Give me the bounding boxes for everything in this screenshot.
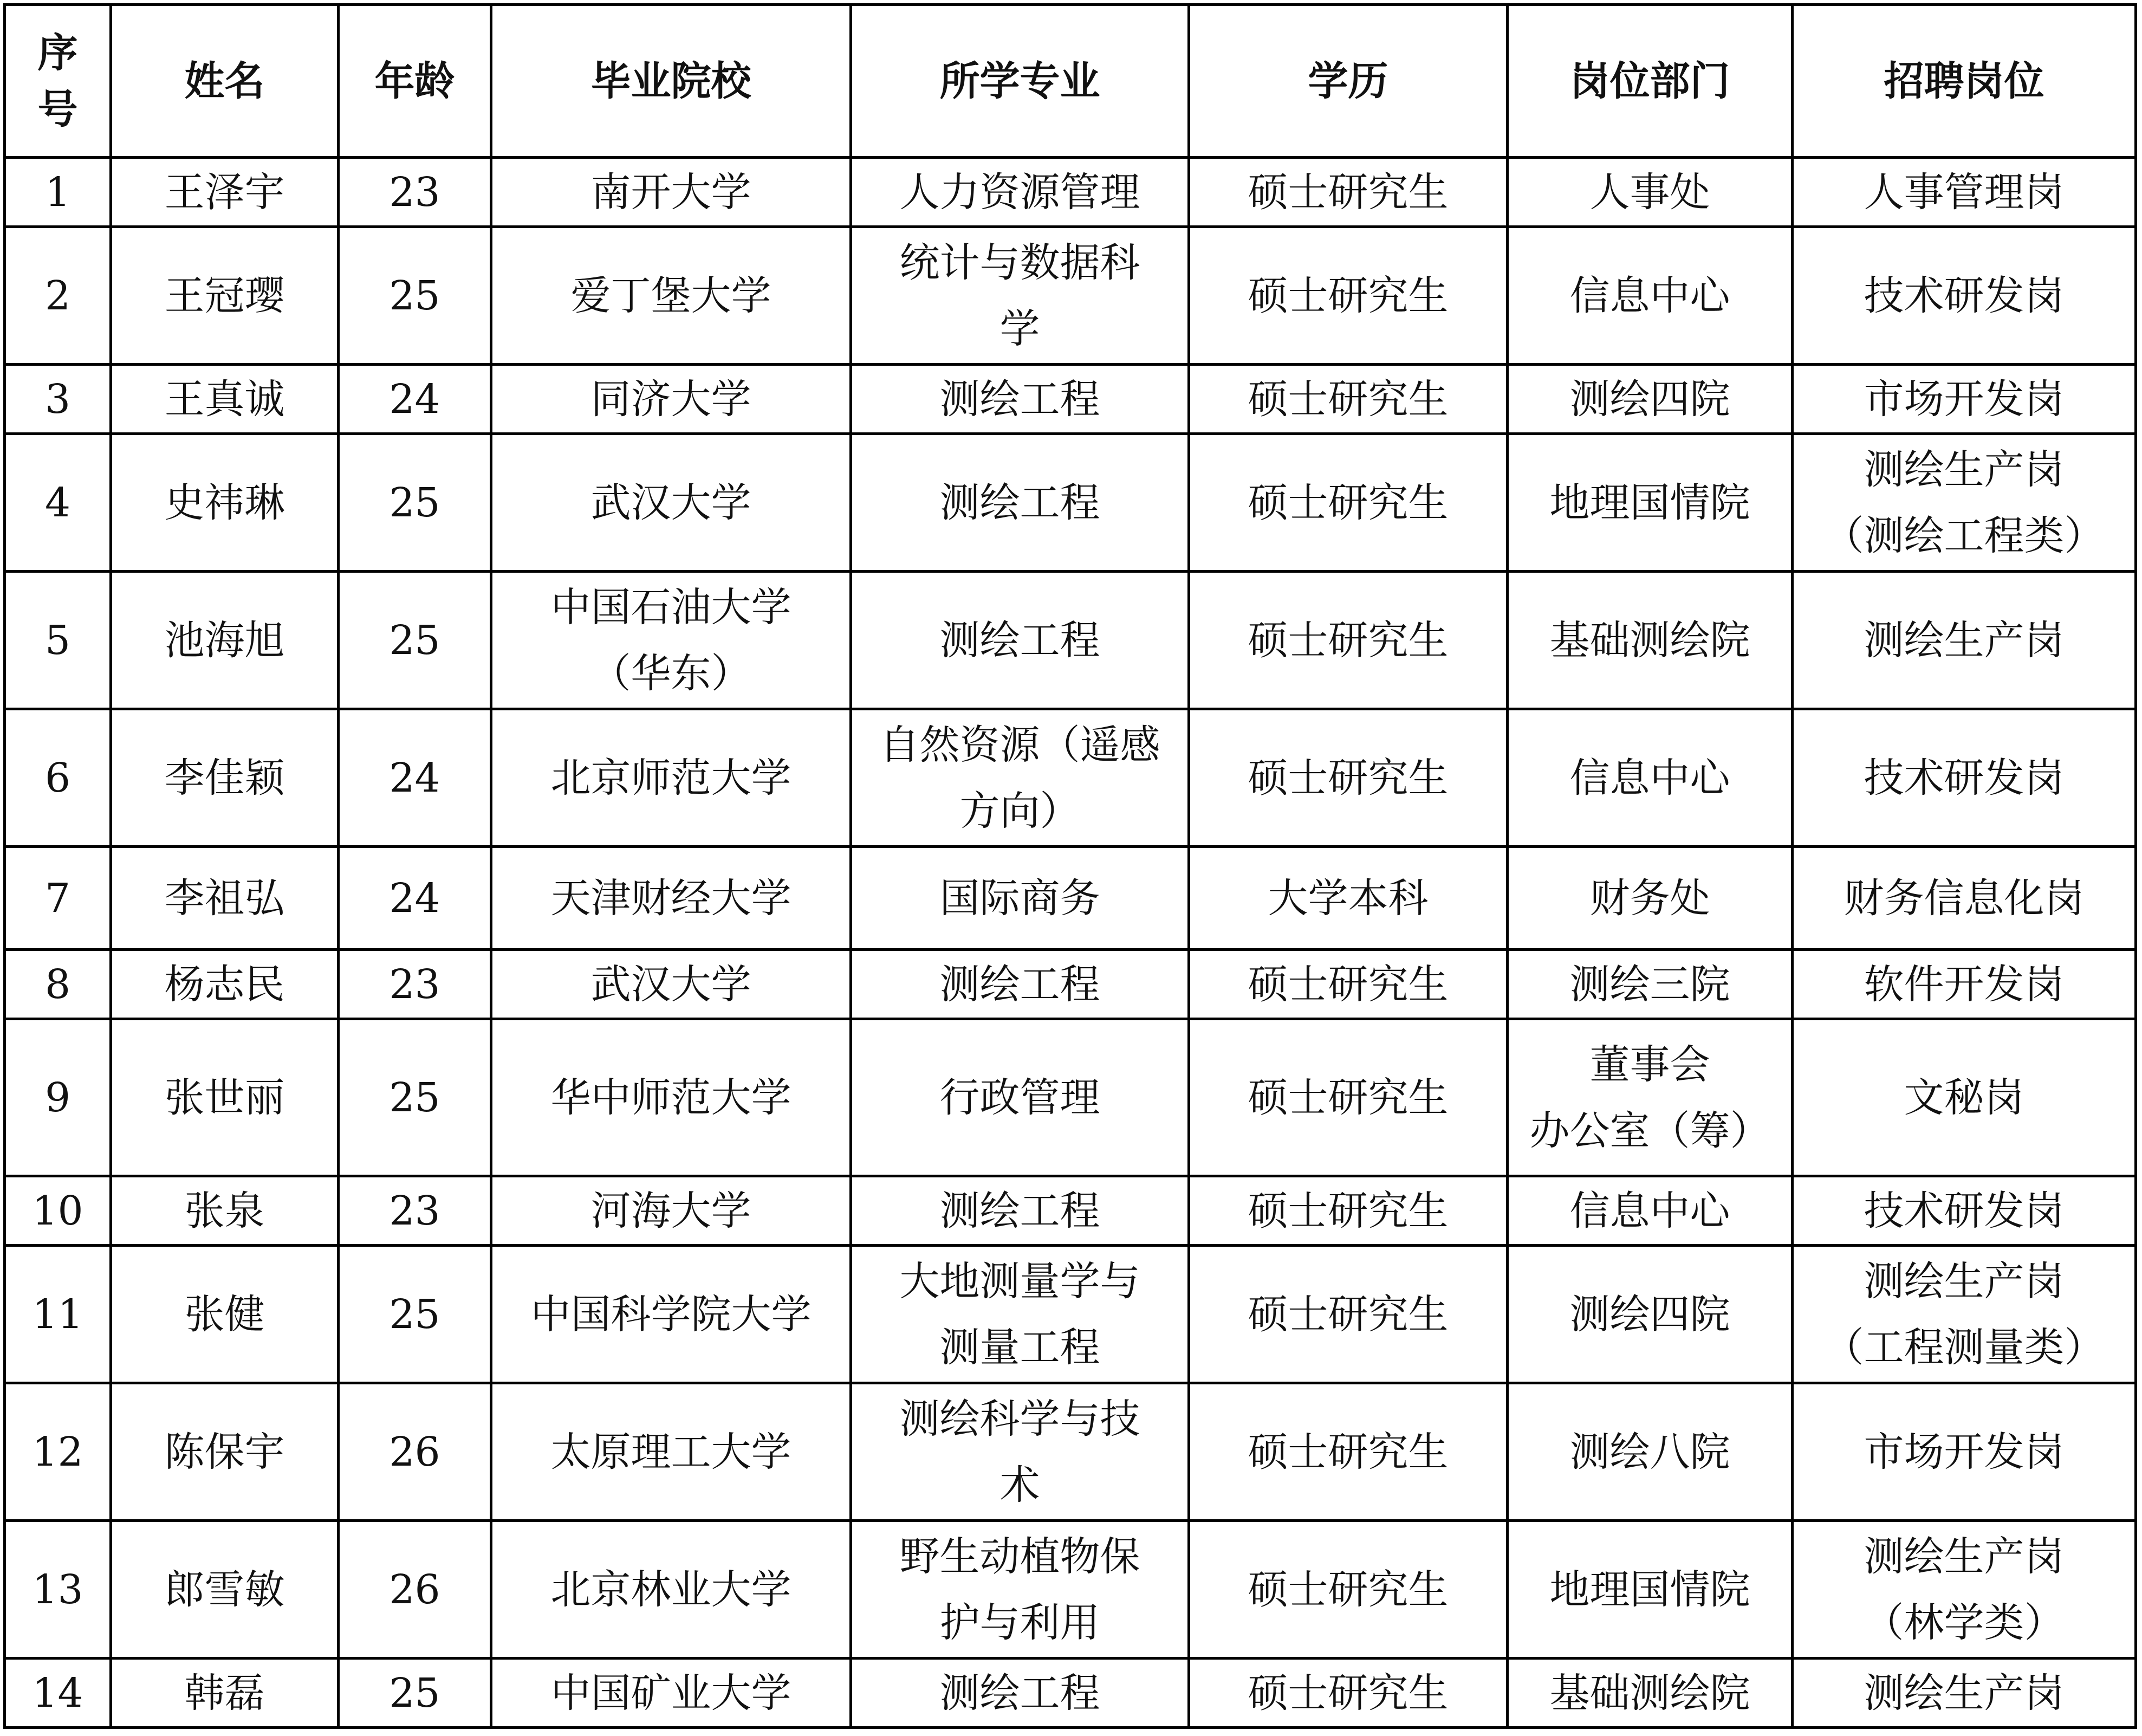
cell-text-line: 术 bbox=[999, 1461, 1040, 1508]
cell-text-line: 6 bbox=[44, 754, 71, 801]
recruitment-table bbox=[3, 3, 2137, 1729]
cell-position bbox=[1793, 1019, 2136, 1176]
cell-text-line: 财务信息化岗 bbox=[1844, 875, 2085, 922]
cell-degree bbox=[1189, 950, 1508, 1019]
cell-text-line: 信息中心 bbox=[1569, 754, 1730, 801]
cell-name bbox=[111, 1246, 339, 1383]
cell-text-line: 学 bbox=[999, 305, 1040, 352]
table-row bbox=[5, 1176, 2136, 1246]
table-row bbox=[5, 227, 2136, 365]
cell-name bbox=[111, 572, 339, 709]
cell-degree bbox=[1189, 1659, 1508, 1728]
cell-index bbox=[5, 365, 111, 434]
cell-text-line: 硕士研究生 bbox=[1248, 1074, 1449, 1121]
cell-text-line: 测绘生产岗 bbox=[1864, 1258, 2065, 1305]
cell-text-line: 史祎琳 bbox=[164, 479, 285, 526]
cell-name bbox=[111, 1659, 339, 1728]
cell-text-line: 24 bbox=[389, 875, 440, 922]
column-header-age bbox=[339, 5, 491, 158]
cell-school bbox=[491, 1019, 851, 1176]
cell-text-line: 12 bbox=[32, 1428, 83, 1475]
cell-name bbox=[111, 158, 339, 227]
cell-text-line: 测量工程 bbox=[939, 1324, 1100, 1371]
cell-text-line: 李佳颖 bbox=[164, 754, 285, 801]
column-header-name bbox=[111, 5, 339, 158]
cell-text-line: 测绘生产岗 bbox=[1864, 446, 2065, 493]
cell-text-line: 硕士研究生 bbox=[1248, 272, 1449, 319]
cell-name bbox=[111, 227, 339, 365]
cell-text-line: 自然资源（遥感 bbox=[879, 721, 1160, 768]
cell-text-line: 号 bbox=[37, 86, 78, 133]
table-row bbox=[5, 709, 2136, 847]
cell-department bbox=[1508, 1383, 1793, 1521]
table-row bbox=[5, 1659, 2136, 1728]
cell-major bbox=[851, 227, 1189, 365]
cell-text-line: 24 bbox=[389, 375, 440, 423]
table-row bbox=[5, 1246, 2136, 1383]
cell-text-line: 25 bbox=[389, 1669, 440, 1716]
cell-text-line: 张泉 bbox=[184, 1187, 265, 1234]
cell-text-line: 测绘生产岗 bbox=[1864, 1669, 2065, 1716]
cell-index bbox=[5, 950, 111, 1019]
cell-age bbox=[339, 158, 491, 227]
cell-school bbox=[491, 709, 851, 847]
cell-major bbox=[851, 950, 1189, 1019]
cell-text-line: 硕士研究生 bbox=[1248, 169, 1449, 216]
cell-major bbox=[851, 847, 1189, 950]
cell-index bbox=[5, 1383, 111, 1521]
cell-text-line: 技术研发岗 bbox=[1864, 754, 2065, 801]
cell-text-line: 河海大学 bbox=[590, 1187, 751, 1234]
cell-position bbox=[1793, 1383, 2136, 1521]
cell-text-line: 太原理工大学 bbox=[550, 1428, 791, 1475]
cell-degree bbox=[1189, 572, 1508, 709]
cell-text-line: 天津财经大学 bbox=[550, 875, 791, 922]
cell-name bbox=[111, 1383, 339, 1521]
cell-text-line: 测绘生产岗 bbox=[1864, 617, 2065, 664]
cell-text-line: 10 bbox=[32, 1187, 83, 1234]
cell-text-line: 硕士研究生 bbox=[1248, 1428, 1449, 1475]
cell-department bbox=[1508, 1246, 1793, 1383]
cell-text-line: 李祖弘 bbox=[164, 875, 285, 922]
cell-text-line: 测绘四院 bbox=[1569, 1291, 1730, 1338]
column-header-position bbox=[1793, 5, 2136, 158]
cell-school bbox=[491, 572, 851, 709]
cell-position bbox=[1793, 1659, 2136, 1728]
cell-department bbox=[1508, 227, 1793, 365]
cell-age bbox=[339, 950, 491, 1019]
table-row bbox=[5, 158, 2136, 227]
cell-text-line: （华东） bbox=[590, 650, 751, 697]
cell-text-line: 武汉大学 bbox=[590, 961, 751, 1008]
cell-index bbox=[5, 1176, 111, 1246]
cell-age bbox=[339, 709, 491, 847]
cell-text-line: 姓名 bbox=[184, 57, 265, 105]
cell-school bbox=[491, 950, 851, 1019]
cell-text-line: 测绘八院 bbox=[1569, 1428, 1730, 1475]
column-header-degree bbox=[1189, 5, 1508, 158]
cell-text-line: 方向） bbox=[959, 787, 1080, 834]
table-row bbox=[5, 1019, 2136, 1176]
cell-text-line: 文秘岗 bbox=[1904, 1074, 2024, 1121]
cell-text-line: 25 bbox=[389, 1074, 440, 1121]
cell-text-line: 信息中心 bbox=[1569, 272, 1730, 319]
cell-text-line: 硕士研究生 bbox=[1248, 1669, 1449, 1716]
cell-department bbox=[1508, 434, 1793, 572]
cell-degree bbox=[1189, 709, 1508, 847]
cell-text-line: 所学专业 bbox=[939, 57, 1100, 105]
cell-text-line: 7 bbox=[44, 875, 71, 922]
cell-text-line: 测绘工程 bbox=[939, 961, 1100, 1008]
cell-department bbox=[1508, 950, 1793, 1019]
cell-school bbox=[491, 365, 851, 434]
cell-name bbox=[111, 365, 339, 434]
cell-degree bbox=[1189, 847, 1508, 950]
cell-text-line: 序 bbox=[37, 29, 78, 76]
cell-major bbox=[851, 434, 1189, 572]
column-header-major bbox=[851, 5, 1189, 158]
cell-position bbox=[1793, 950, 2136, 1019]
table-header bbox=[5, 5, 2136, 158]
cell-name bbox=[111, 950, 339, 1019]
table-row bbox=[5, 1383, 2136, 1521]
cell-text-line: 14 bbox=[32, 1669, 83, 1716]
cell-index bbox=[5, 434, 111, 572]
cell-major bbox=[851, 365, 1189, 434]
column-header-department bbox=[1508, 5, 1793, 158]
cell-text-line: 硕士研究生 bbox=[1248, 479, 1449, 526]
cell-text-line: 学历 bbox=[1308, 57, 1388, 105]
cell-text-line: 测绘三院 bbox=[1569, 961, 1730, 1008]
cell-school bbox=[491, 1246, 851, 1383]
cell-position bbox=[1793, 1176, 2136, 1246]
cell-degree bbox=[1189, 227, 1508, 365]
cell-name bbox=[111, 847, 339, 950]
cell-text-line: 硕士研究生 bbox=[1248, 961, 1449, 1008]
cell-text-line: 毕业院校 bbox=[590, 57, 751, 105]
cell-text-line: 5 bbox=[44, 617, 71, 664]
table-row bbox=[5, 572, 2136, 709]
cell-text-line: 硕士研究生 bbox=[1248, 617, 1449, 664]
cell-age bbox=[339, 227, 491, 365]
cell-text-line: 张世丽 bbox=[164, 1074, 285, 1121]
cell-index bbox=[5, 1019, 111, 1176]
cell-text-line: 硕士研究生 bbox=[1248, 1187, 1449, 1234]
cell-text-line: 华中师范大学 bbox=[550, 1074, 791, 1121]
cell-department bbox=[1508, 1019, 1793, 1176]
cell-text-line: 岗位部门 bbox=[1569, 57, 1730, 105]
cell-text-line: 大地测量学与 bbox=[899, 1258, 1140, 1305]
cell-text-line: 同济大学 bbox=[590, 375, 751, 423]
cell-text-line: 野生动植物保 bbox=[899, 1533, 1140, 1580]
cell-text-line: 技术研发岗 bbox=[1864, 1187, 2065, 1234]
cell-text-line: 招聘岗位 bbox=[1884, 57, 2044, 105]
table-row bbox=[5, 847, 2136, 950]
cell-text-line: 中国矿业大学 bbox=[550, 1669, 791, 1716]
cell-text-line: 统计与数据科 bbox=[899, 239, 1140, 286]
cell-text-line: 3 bbox=[44, 375, 71, 423]
cell-text-line: （工程测量类） bbox=[1823, 1324, 2105, 1371]
cell-text-line: （林学类） bbox=[1864, 1599, 2065, 1646]
cell-text-line: 人事处 bbox=[1589, 169, 1710, 216]
cell-position bbox=[1793, 365, 2136, 434]
cell-age bbox=[339, 1176, 491, 1246]
cell-text-line: 董事会 bbox=[1589, 1041, 1710, 1088]
cell-text-line: 硕士研究生 bbox=[1248, 375, 1449, 423]
cell-text-line: 张健 bbox=[184, 1291, 265, 1338]
cell-text-line: 11 bbox=[32, 1291, 83, 1338]
cell-text-line: 杨志民 bbox=[164, 961, 285, 1008]
cell-text-line: 爱丁堡大学 bbox=[570, 272, 771, 319]
cell-degree bbox=[1189, 1246, 1508, 1383]
cell-text-line: 市场开发岗 bbox=[1864, 375, 2065, 423]
cell-index bbox=[5, 847, 111, 950]
cell-major bbox=[851, 158, 1189, 227]
cell-text-line: 25 bbox=[389, 272, 440, 319]
table-row bbox=[5, 1521, 2136, 1659]
cell-department bbox=[1508, 1176, 1793, 1246]
cell-text-line: 陈保宇 bbox=[164, 1428, 285, 1475]
cell-name bbox=[111, 709, 339, 847]
cell-position bbox=[1793, 572, 2136, 709]
cell-text-line: 25 bbox=[389, 479, 440, 526]
cell-major bbox=[851, 1246, 1189, 1383]
cell-degree bbox=[1189, 365, 1508, 434]
cell-age bbox=[339, 1659, 491, 1728]
cell-age bbox=[339, 1383, 491, 1521]
cell-school bbox=[491, 1521, 851, 1659]
cell-text-line: 软件开发岗 bbox=[1864, 961, 2065, 1008]
cell-major bbox=[851, 709, 1189, 847]
cell-position bbox=[1793, 1521, 2136, 1659]
cell-degree bbox=[1189, 1176, 1508, 1246]
cell-text-line: 2 bbox=[44, 272, 71, 319]
table-body bbox=[5, 158, 2136, 1728]
cell-text-line: 硕士研究生 bbox=[1248, 1291, 1449, 1338]
cell-position bbox=[1793, 158, 2136, 227]
cell-age bbox=[339, 434, 491, 572]
cell-text-line: 25 bbox=[389, 1291, 440, 1338]
cell-index bbox=[5, 709, 111, 847]
cell-school bbox=[491, 1383, 851, 1521]
cell-text-line: 24 bbox=[389, 754, 440, 801]
cell-text-line: 年龄 bbox=[374, 57, 455, 105]
table-row bbox=[5, 365, 2136, 434]
cell-name bbox=[111, 434, 339, 572]
cell-text-line: 26 bbox=[389, 1428, 440, 1475]
table-row bbox=[5, 950, 2136, 1019]
cell-age bbox=[339, 847, 491, 950]
cell-text-line: 硕士研究生 bbox=[1248, 1566, 1449, 1613]
cell-name bbox=[111, 1176, 339, 1246]
cell-position bbox=[1793, 434, 2136, 572]
cell-position bbox=[1793, 227, 2136, 365]
cell-index bbox=[5, 1246, 111, 1383]
cell-school bbox=[491, 434, 851, 572]
cell-text-line: 郎雪敏 bbox=[164, 1566, 285, 1613]
cell-major bbox=[851, 1659, 1189, 1728]
cell-text-line: 行政管理 bbox=[939, 1074, 1100, 1121]
cell-degree bbox=[1189, 1521, 1508, 1659]
cell-text-line: 技术研发岗 bbox=[1864, 272, 2065, 319]
cell-text-line: 基础测绘院 bbox=[1549, 1669, 1750, 1716]
cell-age bbox=[339, 1019, 491, 1176]
cell-text-line: 王冠璎 bbox=[164, 272, 285, 319]
cell-index bbox=[5, 1659, 111, 1728]
cell-text-line: 测绘工程 bbox=[939, 1187, 1100, 1234]
cell-position bbox=[1793, 709, 2136, 847]
cell-text-line: 26 bbox=[389, 1566, 440, 1613]
cell-text-line: 测绘四院 bbox=[1569, 375, 1730, 423]
cell-text-line: 北京林业大学 bbox=[550, 1566, 791, 1613]
cell-department bbox=[1508, 709, 1793, 847]
cell-text-line: 王真诚 bbox=[164, 375, 285, 423]
cell-text-line: 9 bbox=[44, 1074, 71, 1121]
cell-school bbox=[491, 847, 851, 950]
cell-position bbox=[1793, 1246, 2136, 1383]
cell-text-line: 1 bbox=[44, 169, 71, 216]
cell-age bbox=[339, 1521, 491, 1659]
cell-text-line: 测绘工程 bbox=[939, 1669, 1100, 1716]
cell-major bbox=[851, 572, 1189, 709]
cell-text-line: 测绘工程 bbox=[939, 617, 1100, 664]
cell-school bbox=[491, 1176, 851, 1246]
cell-school bbox=[491, 1659, 851, 1728]
cell-text-line: 25 bbox=[389, 617, 440, 664]
cell-text-line: （测绘工程类） bbox=[1823, 512, 2105, 559]
cell-position bbox=[1793, 847, 2136, 950]
cell-text-line: 8 bbox=[44, 961, 71, 1008]
column-header-index bbox=[5, 5, 111, 158]
cell-department bbox=[1508, 1659, 1793, 1728]
cell-name bbox=[111, 1019, 339, 1176]
cell-department bbox=[1508, 158, 1793, 227]
cell-degree bbox=[1189, 1383, 1508, 1521]
cell-text-line: 护与利用 bbox=[939, 1599, 1100, 1646]
cell-text-line: 测绘科学与技 bbox=[899, 1395, 1140, 1442]
cell-index bbox=[5, 572, 111, 709]
column-header-school bbox=[491, 5, 851, 158]
cell-age bbox=[339, 572, 491, 709]
cell-name bbox=[111, 1521, 339, 1659]
cell-text-line: 23 bbox=[389, 1187, 440, 1234]
cell-school bbox=[491, 158, 851, 227]
cell-major bbox=[851, 1019, 1189, 1176]
cell-major bbox=[851, 1521, 1189, 1659]
cell-text-line: 池海旭 bbox=[164, 617, 285, 664]
cell-text-line: 信息中心 bbox=[1569, 1187, 1730, 1234]
cell-degree bbox=[1189, 1019, 1508, 1176]
cell-major bbox=[851, 1383, 1189, 1521]
header-row bbox=[5, 5, 2136, 158]
cell-text-line: 韩磊 bbox=[184, 1669, 265, 1716]
cell-text-line: 测绘工程 bbox=[939, 479, 1100, 526]
cell-text-line: 测绘生产岗 bbox=[1864, 1533, 2065, 1580]
cell-text-line: 王泽宇 bbox=[164, 169, 285, 216]
cell-index bbox=[5, 158, 111, 227]
cell-text-line: 硕士研究生 bbox=[1248, 754, 1449, 801]
cell-text-line: 大学本科 bbox=[1268, 875, 1429, 922]
cell-age bbox=[339, 1246, 491, 1383]
cell-text-line: 13 bbox=[32, 1566, 83, 1613]
cell-department bbox=[1508, 572, 1793, 709]
cell-text-line: 办公室（筹） bbox=[1529, 1107, 1770, 1154]
cell-school bbox=[491, 227, 851, 365]
cell-index bbox=[5, 1521, 111, 1659]
cell-text-line: 国际商务 bbox=[939, 875, 1100, 922]
cell-text-line: 北京师范大学 bbox=[550, 754, 791, 801]
cell-text-line: 地理国情院 bbox=[1549, 479, 1750, 526]
cell-text-line: 南开大学 bbox=[590, 169, 751, 216]
cell-degree bbox=[1189, 158, 1508, 227]
cell-text-line: 测绘工程 bbox=[939, 375, 1100, 423]
cell-text-line: 中国石油大学 bbox=[550, 584, 791, 631]
cell-age bbox=[339, 365, 491, 434]
cell-department bbox=[1508, 365, 1793, 434]
cell-text-line: 武汉大学 bbox=[590, 479, 751, 526]
cell-text-line: 基础测绘院 bbox=[1549, 617, 1750, 664]
cell-text-line: 中国科学院大学 bbox=[530, 1291, 812, 1338]
cell-text-line: 人力资源管理 bbox=[899, 169, 1140, 216]
cell-text-line: 财务处 bbox=[1589, 875, 1710, 922]
cell-index bbox=[5, 227, 111, 365]
table-row bbox=[5, 434, 2136, 572]
cell-text-line: 人事管理岗 bbox=[1864, 169, 2065, 216]
cell-text-line: 市场开发岗 bbox=[1864, 1428, 2065, 1475]
cell-text-line: 地理国情院 bbox=[1549, 1566, 1750, 1613]
cell-text-line: 4 bbox=[44, 479, 71, 526]
cell-text-line: 23 bbox=[389, 169, 440, 216]
cell-department bbox=[1508, 847, 1793, 950]
cell-text-line: 23 bbox=[389, 961, 440, 1008]
cell-degree bbox=[1189, 434, 1508, 572]
cell-major bbox=[851, 1176, 1189, 1246]
cell-department bbox=[1508, 1521, 1793, 1659]
